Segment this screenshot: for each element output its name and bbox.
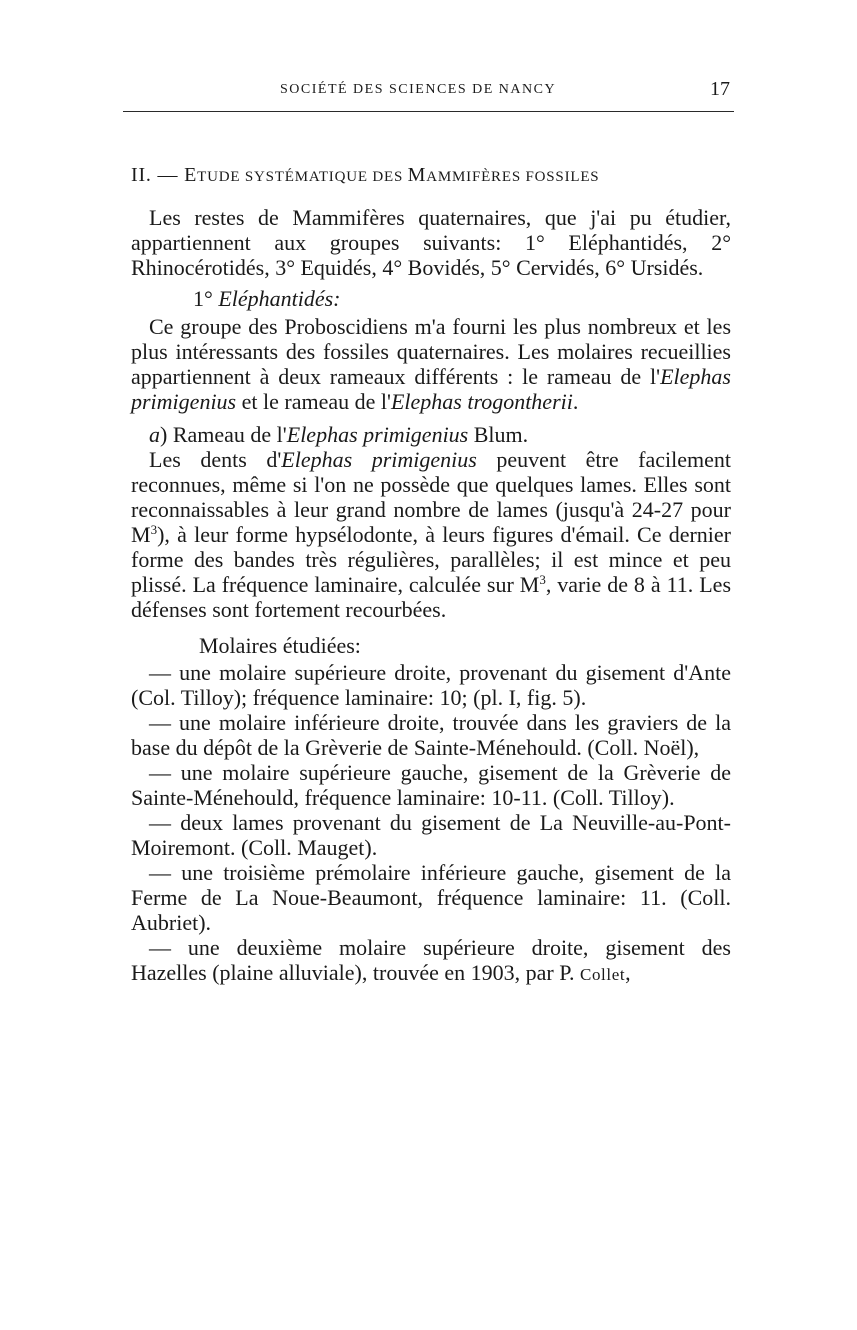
enum-letter: a: [149, 422, 160, 447]
subheading: [193, 284, 731, 314]
paragraph-proboscidiens: [131, 314, 731, 414]
taxon-name: Elephas primigenius: [286, 422, 469, 447]
taxon-name: Elephas trogontherii: [390, 389, 573, 414]
header-rule: [123, 111, 734, 112]
molaire-item: — une molaire inférieure droite, trouvée dans les graviers de la base du dépôt de la Grèverie de Sainte-Ménehould. (Coll. Noël),: [131, 710, 731, 760]
taxon-name: Elephas primigenius: [131, 364, 731, 414]
heading-capital-m: M: [407, 164, 427, 186]
text-run: Ce groupe des Proboscidiens m'a fourni les plus nombreux et les plus intéressants des fossiles quaternaires. Les molaires recueillies appartiennent à deux rameaux différents : le rameau de l': [131, 314, 731, 389]
superscript: 3: [150, 522, 158, 537]
text-run: , varie de 8 à 11. Les défenses sont fortement recourbées.: [131, 572, 732, 622]
subheading-number: 1°: [193, 286, 213, 311]
paragraph-dents: [131, 447, 731, 622]
intro-paragraph: Les restes de Mammifères quaternaires, que j'ai pu étudier, appartiennent aux groupes suivants: 1° Eléphantidés, 2° Rhinocérotidés, 3° Equidés, 4° Bovidés, 5° Cervidés, 6° Ursidés.: [131, 205, 731, 280]
taxon-name: Elephas primigenius: [281, 447, 477, 472]
text-run: Les dents d': [149, 447, 282, 472]
text-run: ), à leur forme hypsélodonte, à leurs figures d'émail. Ce dernier forme des bandes très régulières, parallèles; il est mince et peu plissé. La fréquence laminaire, calculée sur M: [131, 522, 731, 597]
text-run: ) Rameau de l': [160, 422, 287, 447]
molaire-item: — une troisième prémolaire inférieure gauche, gisement de la Ferme de La Noue-Beaumont, fréquence laminaire: 11. (Coll. Aubriet).: [131, 860, 731, 935]
text-run: .: [572, 389, 579, 414]
text-run: Blum.: [468, 422, 529, 447]
heading-smallcaps-1: TUDE SYSTÉMATIQUE DES: [197, 169, 408, 185]
text-run: ,: [625, 960, 631, 985]
molaire-item: — deux lames provenant du gisement de La Neuville-au-Pont-Moiremont. (Coll. Mauget).: [131, 810, 731, 860]
molaire-item: — une molaire supérieure droite, provenant du gisement d'Ante (Col. Tilloy); fréquence laminaire: 10; (pl. I, fig. 5).: [131, 660, 731, 710]
subheading-name: Eléphantidés:: [218, 286, 341, 311]
text-run: peuvent être facilement reconnues, même si l'on ne possède que quelques lames. Elles sont reconnaissables à leur grand nombre de lames (jusqu'à 24-27 pour M: [131, 447, 731, 547]
section-heading: [131, 157, 731, 195]
heading-smallcaps-2: AMMIFÈRES FOSSILES: [426, 169, 600, 185]
page-number: 17: [710, 78, 730, 100]
body-text: [131, 157, 731, 987]
rameau-heading: [131, 422, 731, 447]
molaire-item: — une molaire supérieure gauche, gisement de la Grèverie de Sainte-Ménehould, fréquence laminaire: 10-11. (Coll. Tilloy).: [131, 760, 731, 810]
molaire-item: [131, 935, 731, 987]
journal-title: SOCIÉTÉ DES SCIENCES DE NANCY: [280, 82, 557, 97]
text-run: — une deuxième molaire supérieure droite, gisement des Hazelles (plaine alluviale), trouvée en 1903, par P.: [131, 935, 731, 985]
author-name: Collet: [580, 965, 626, 984]
heading-prefix: II. — E: [131, 164, 198, 186]
molaires-heading: Molaires étudiées:: [199, 633, 361, 658]
superscript: 3: [539, 572, 546, 587]
text-run: et le rameau de l': [236, 389, 391, 414]
